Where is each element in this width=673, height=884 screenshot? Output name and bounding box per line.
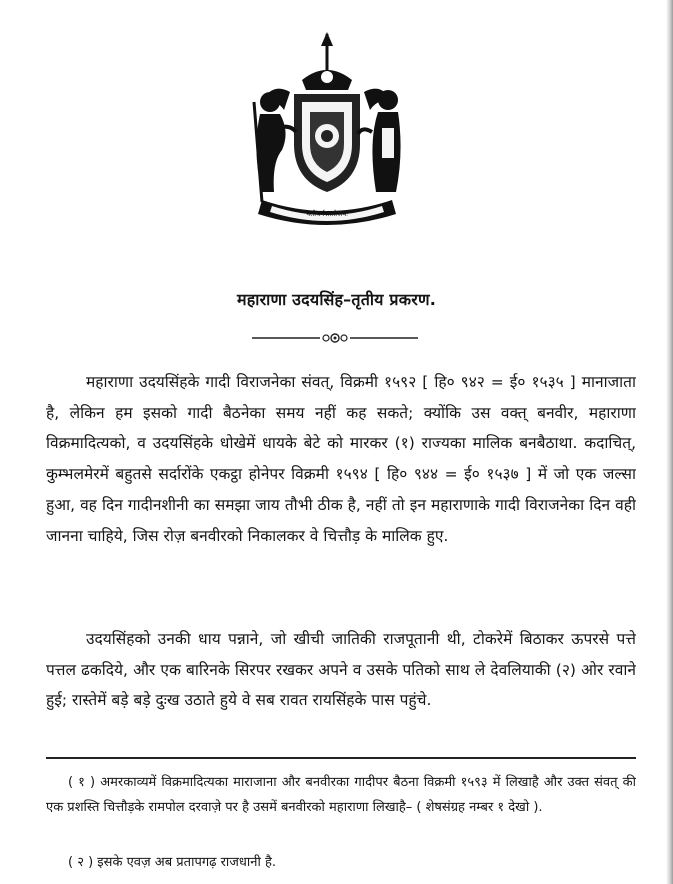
ornament-divider-icon <box>250 330 420 346</box>
page-edge-shadow <box>666 0 673 884</box>
paragraph-2: उदयसिंहको उनकी धाय पन्नाने, जो खीची जातिकी राजपूतानी थी, टोकरेमें बिठाकर ऊपरसे पत्ते पत्तल ढकदिये, और एक बारिनके सिरपर रखकर अपने व उसके पतिको साथ ले देवलियाकी (२) ओर रवाने हुई; रास्तेमें बड़े बड़े दुःख उठाते हुये वे सब रावत रायसिंहके पास पहुंचे. <box>46 630 636 710</box>
paragraph-1: महाराणा उदयसिंहके गादी विराजनेका संवत्, विक्रमी १५९२ [ हि० ९४२ = ई० १५३५ ] मानाजाता है, लेकिन हम इसको गादी बैठनेका समय नहीं कह सकते; क्योंकि उस वक्त् बनवीर, महाराणा विक्रमादित्यको, व उदयसिंहके धोखेमें धायके बेटे को मारकर (१) राज्यका मालिक बनबैठाथा. कदाचित्, कुम्भलमेरमें बहुतसे सर्दारोंके एकट्ठा होनेपर विक्रमी १५९४ [ हि० ९४४ = ई० १५३७ ] में जो एक जल्सा हुआ, वह दिन गादीनशीनी का समझा जाय तौभी ठीक है, नहीं तो इन महाराणाके गादी विराजनेका दिन वही जानना चाहिये, जिस रोज़ बनवीरको निकालकर वे चित्तौड़ के मालिक हुए. <box>46 373 636 545</box>
emblem-motto: यतोधर्मस्ततोजयः <box>306 210 348 218</box>
footnote-1: ( १ ) अमरकाव्यमें विक्रमादित्यका माराजाना और बनवीरका गादीपर बैठना विक्रमी १५९३ में लिखाहै और उक्त संवत् की एक प्रशस्ति चित्तौड़के रामपोल दरवाज़े पर है उसमें बनवीरको महाराणा लिखाहै– ( शेषसंग्रह नम्बर १ देखो ). <box>46 775 636 815</box>
chapter-title: महाराणा उदयसिंह–तृतीय प्रकरण. <box>237 290 436 309</box>
footnote-divider <box>46 757 636 759</box>
royal-emblem-icon <box>232 32 422 232</box>
footnote-2: ( २ ) इसके एवज़ अब प्रतापगढ़ राजधानी है. <box>68 855 277 870</box>
